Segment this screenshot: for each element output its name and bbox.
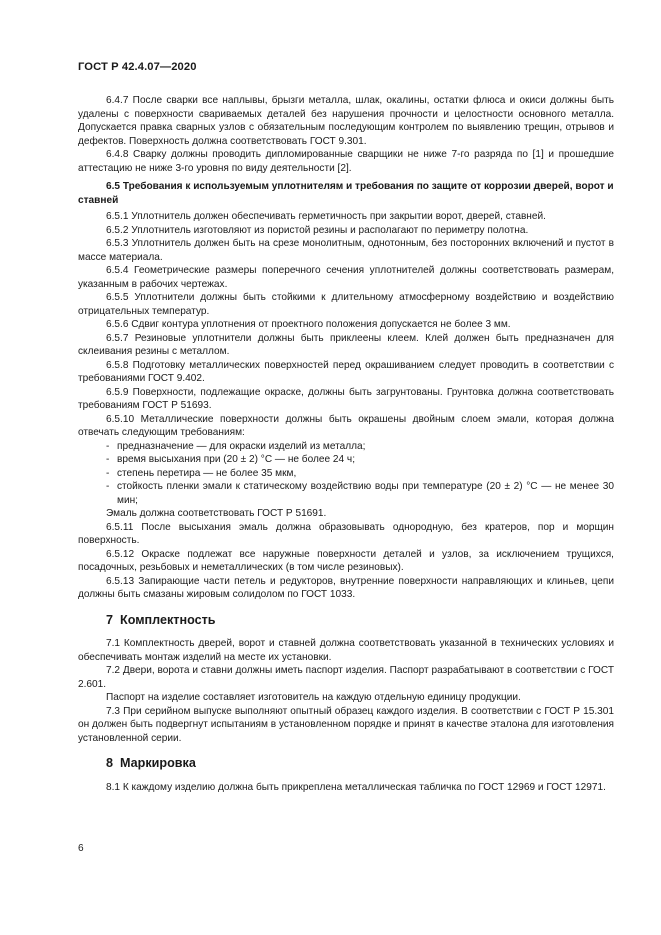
paragraph: 6.5.6 Сдвиг контура уплотнения от проектного положения допускается не более 3 мм. (106, 319, 511, 330)
list-item (78, 480, 614, 507)
section-heading (78, 614, 614, 628)
paragraph: 6.5.4 Геометрические размеры поперечного сечения уплотнителей должны соответствовать размерам, указанным в рабочих чертежах. (78, 265, 614, 290)
list-item-text: степень перетира — не более 35 мкм, (117, 467, 297, 479)
paragraph: 6.5.10 Металлические поверхности должны быть окрашены двойным слоем эмали, которая должна отвечать следующим требованиям: (78, 413, 614, 438)
section-title: Маркировка (120, 756, 196, 770)
paragraph: Паспорт на изделие составляет изготовитель на каждую отдельную единицу продукции. (106, 692, 521, 703)
list-item (78, 467, 614, 481)
paragraph: 6.5.9 Поверхности, подлежащие окраске, должны быть загрунтованы. Грунтовка должна соответствовать требованиям ГОСТ Р 51693. (78, 386, 614, 411)
paragraph: 6.4.8 Сварку должны проводить дипломированные сварщики не ниже 7-го разряда по [1] и прошедшие аттестацию не ниже 3-го уровня по виду деятельности [2]. (78, 149, 614, 174)
paragraph: 7.1 Комплектность дверей, ворот и ставней должна соответствовать указанной в технических условиях и обеспечивать монтаж изделий на месте их установки. (78, 638, 614, 663)
paragraph: 6.5.5 Уплотнители должны быть стойкими к длительному атмосферному воздействию и воздействию отрицательных температур. (78, 292, 614, 317)
section-title: Комплектность (120, 612, 216, 627)
paragraph: 6.5.1 Уплотнитель должен обеспечивать герметичность при закрытии ворот, дверей, ставней. (106, 211, 546, 222)
paragraph: 8.1 К каждому изделию должна быть прикреплена металлическая табличка по ГОСТ 12969 и ГОСТ 12971. (106, 781, 606, 793)
paragraph: 6.4.7 После сварки все наплывы, брызги металла, шлак, окалины, остатки флюса и окиси должны быть удалены с поверхности свариваемых деталей без нарушения прочности и целостности основного металла. Допускается правка сварных узлов с обязательным последующим контролем по выявлению трещин, отрывов и дефектов. Поверхность должна соответствовать ГОСТ 9.301. (78, 95, 614, 147)
dash-marker: - (106, 440, 110, 452)
paragraph: 7.3 При серийном выпуске выполняют опытный образец каждого изделия. В соответствии с ГОСТ Р 15.301 он должен быть подвергнут испытаниям в установленном порядке и принят в качестве эталона для изготовления установленной серии. (78, 705, 614, 744)
page-content (78, 94, 614, 794)
dash-marker: - (106, 454, 110, 465)
dash-marker: - (106, 467, 110, 479)
section-number: 8 (106, 756, 114, 770)
paragraph: 6.5.12 Окраске подлежат все наружные поверхности деталей и узлов, за исключением трущихся, посадочных, резьбовых и неметаллических (в том числе резиновых). (78, 548, 614, 573)
paragraph: 6.5.2 Уплотнитель изготовляют из пористой резины и располагают по периметру полотна. (106, 224, 529, 236)
section-number: 7 (106, 612, 114, 627)
paragraph: 6.5.13 Запирающие части петель и редукторов, внутренние поверхности направляющих и клиньев, цепи должны быть смазаны жировым солидолом по ГОСТ 1033. (78, 575, 614, 600)
list-item (78, 453, 614, 467)
paragraph: 6.5.8 Подготовку металлических поверхностей перед окрашиванием следует проводить в соответствии с требованиями ГОСТ 9.402. (78, 359, 614, 384)
subsection-heading: 6.5 Требования к используемым уплотнителям и требования по защите от коррозии дверей, ворот и ставней (78, 181, 614, 206)
page-header: ГОСТ Р 42.4.07—2020 (78, 61, 197, 73)
paragraph: 6.5.7 Резиновые уплотнители должны быть приклеены клеем. Клей должен быть предназначен для склеивания резины с металлом. (78, 332, 614, 357)
paragraph: Эмаль должна соответствовать ГОСТ Р 51691. (106, 508, 327, 519)
list-item-text: время высыхания при (20 ± 2) °С — не более 24 ч; (117, 454, 355, 465)
list-item-text: стойкость пленки эмали к статическому воздействию воды при температуре (20 ± 2) °С — не менее 30 мин; (117, 481, 614, 506)
section-heading (78, 757, 614, 771)
list-item (78, 440, 614, 454)
list-item-text: предназначение — для окраски изделий из металла; (117, 440, 366, 452)
paragraph: 6.5.11 После высыхания эмаль должна образовывать однородную, без кратеров, пор и морщин поверхность. (78, 521, 614, 546)
paragraph: 6.5.3 Уплотнитель должен быть на срезе монолитным, однотонным, без посторонних включений и пустот в массе материала. (78, 238, 614, 263)
dash-marker: - (106, 481, 110, 492)
page-number: 6 (78, 843, 84, 854)
paragraph: 7.2 Двери, ворота и ставни должны иметь паспорт изделия. Паспорт разрабатывают в соответствии с ГОСТ 2.601. (78, 665, 614, 690)
